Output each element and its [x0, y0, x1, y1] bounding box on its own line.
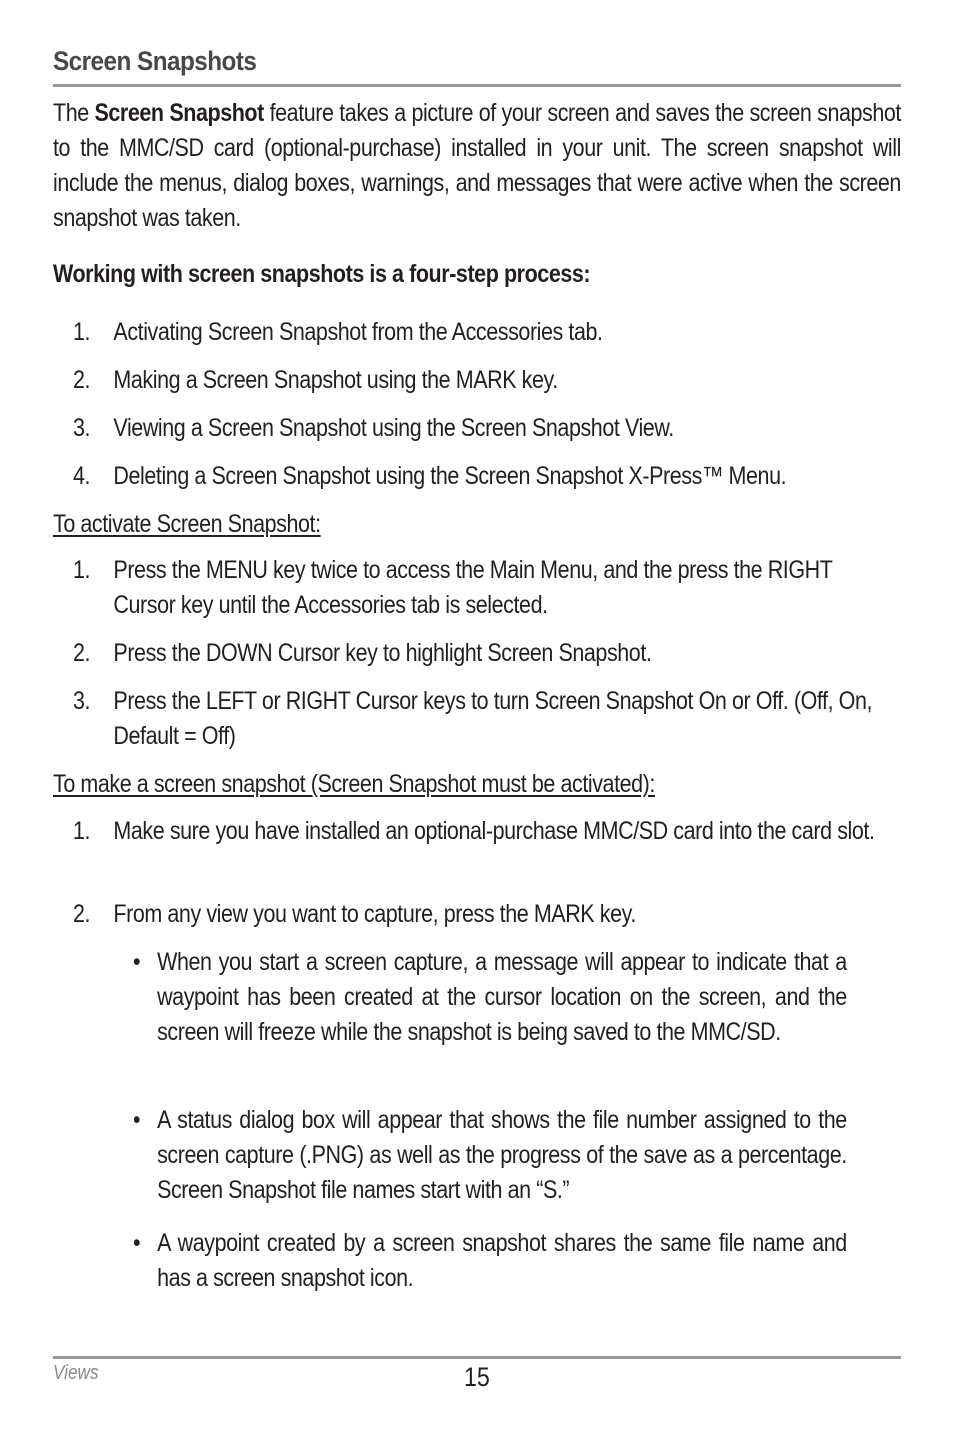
section-title: Screen Snapshots [53, 46, 257, 76]
step-number: 1. [73, 556, 91, 584]
intro-paragraph [53, 96, 901, 236]
page-number: 15 [464, 1362, 490, 1392]
process-step [73, 363, 877, 398]
bullet-text: A waypoint created by a screen snapshot shares the same file name and has a screen snapshot icon. [157, 1229, 847, 1292]
make-step [73, 897, 877, 932]
step-text: Press the MENU key twice to access the Main Menu, and the press the RIGHT Cursor key until the Accessories tab is selected. [113, 556, 833, 619]
title-rule [53, 84, 901, 87]
step-number: 2. [73, 639, 91, 667]
activate-step [73, 553, 877, 623]
process-step [73, 315, 877, 350]
bullet-text: A status dialog box will appear that shows the file number assigned to the screen capture (.PNG) as well as the progress of the save as a percentage. Screen Snapshot file names start with an “S.” [157, 1106, 847, 1204]
step-text: Deleting a Screen Snapshot using the Screen Snapshot X-Press™ Menu. [113, 462, 787, 490]
intro-text-start: The [53, 99, 95, 127]
step-number: 2. [73, 900, 91, 928]
step-text: Viewing a Screen Snapshot using the Screen Snapshot View. [113, 414, 674, 442]
make-heading: To make a screen snapshot (Screen Snapshot must be activated): [53, 770, 655, 798]
bullet-dot: • [133, 1229, 141, 1257]
activate-heading: To activate Screen Snapshot: [53, 510, 321, 538]
bullet-dot: • [133, 948, 141, 976]
bullet-text: When you start a screen capture, a message will appear to indicate that a waypoint has been created at the cursor location on the screen, and the screen will freeze while the snapshot is being saved to the MMC/SD. [157, 948, 847, 1046]
step-number: 3. [73, 414, 91, 442]
intro-text-rest: feature takes a picture of your screen and saves the screen snapshot to the MMC/SD card (optional-purchase) installed in your unit. The screen snapshot will include the menus, dialog boxes, warnings, and messages that were active when the screen snapshot was taken. [53, 99, 901, 232]
step-number: 1. [73, 817, 91, 845]
make-bullet [133, 1226, 847, 1296]
step-text: From any view you want to capture, press the MARK key. [113, 900, 636, 928]
make-step [73, 814, 877, 849]
footer-section-name: Views [53, 1362, 99, 1384]
step-number: 1. [73, 318, 91, 346]
step-number: 2. [73, 366, 91, 394]
step-text: Activating Screen Snapshot from the Accessories tab. [113, 318, 603, 346]
bullet-dot: • [133, 1106, 141, 1134]
make-bullet [133, 945, 847, 1050]
make-bullet [133, 1103, 847, 1208]
step-number: 4. [73, 462, 91, 490]
activate-step [73, 636, 877, 671]
process-lead: Working with screen snapshots is a four-step process: [53, 260, 591, 288]
process-step [73, 459, 877, 494]
step-text: Making a Screen Snapshot using the MARK key. [113, 366, 558, 394]
process-step [73, 411, 877, 446]
step-text: Make sure you have installed an optional-purchase MMC/SD card into the card slot. [113, 817, 875, 845]
footer-rule [53, 1356, 901, 1359]
intro-feature-name: Screen Snapshot [94, 99, 264, 127]
activate-step [73, 684, 877, 754]
step-text: Press the LEFT or RIGHT Cursor keys to turn Screen Snapshot On or Off. (Off, On, Default = Off) [113, 687, 873, 750]
step-text: Press the DOWN Cursor key to highlight Screen Snapshot. [113, 639, 652, 667]
step-number: 3. [73, 687, 91, 715]
